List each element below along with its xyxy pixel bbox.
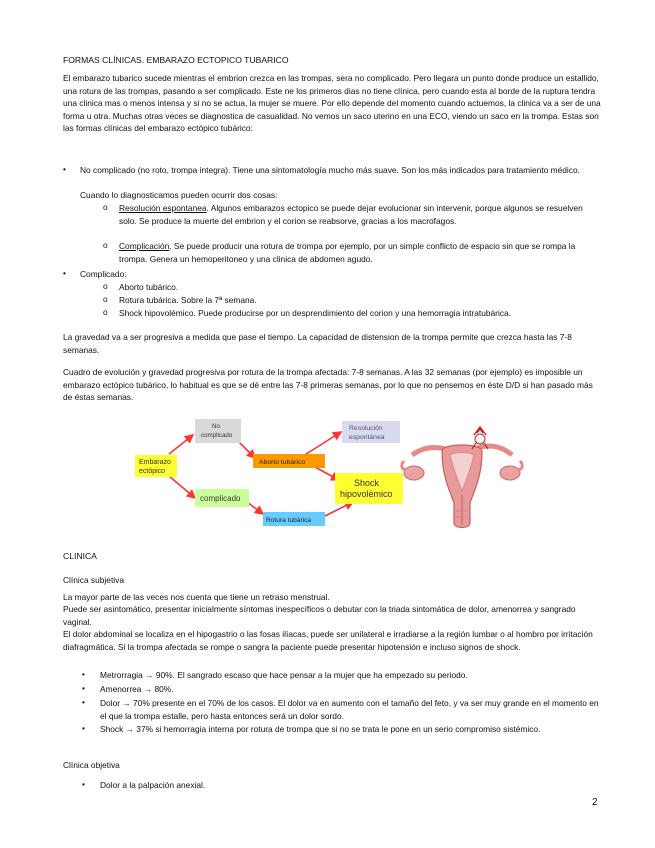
evolution-paragraph: Cuadro de evolución y gravedad progresiva por rotura de la trompa afectada: 7-8 semanas. A las 32 semanas (por ejemplo) es imposible un embarazo ectópico tubárico, lo habitual es que se dé entre las 7-8 primeras semanas, por lo que no pensemos en éste D/D si han pasado más de éstas semanas. — [63, 367, 593, 403]
node-ectopic-line1: Embarazo — [139, 459, 171, 466]
page-number: 2 — [592, 797, 598, 808]
obj-item-dolor: Dolor a la palpación anexial. — [100, 780, 206, 790]
sub-bullet-marker: o — [103, 294, 108, 304]
bullet-marker: • — [82, 779, 85, 789]
uterus-illustration — [398, 425, 526, 535]
subj-item-amenorrea: Amenorrea → 80%. — [100, 684, 174, 694]
section-heading-forms: FORMAS CLÍNICAS. EMBARAZO ECTOPICO TUBARICO — [63, 55, 289, 65]
subj-line-2: Puede ser asintomático, presentar inicialmente síntomas inespecíficos o debutar con la triada sintomática de dolor, amenorrea y sangrado vaginal. — [63, 604, 576, 627]
node-complicado — [195, 489, 249, 507]
resolucion-text: . Algunos embarazos ectopico se puede dejar evolucionar sin intervenir, porque algunos se resuelven solo. Se produce la muerte del embrion y el corion se reabsorve, gracias a los macrofagos. — [119, 203, 583, 226]
node-ectopic — [135, 455, 177, 477]
subj-item-shock: Shock → 37% si hemorragia interna por rotura de trompa que si no se trata le pone en un serio compromiso sistémico. — [100, 724, 541, 734]
no-complicado-when: Cuando lo diagnosticamos pueden ocurrir dos cosas: — [80, 190, 278, 200]
node-resolucion — [342, 421, 400, 443]
node-aborto — [253, 454, 325, 468]
complicacion-item — [119, 240, 599, 265]
node-rotura — [263, 512, 325, 526]
bullet-marker: • — [82, 723, 85, 733]
complicado-label: Complicado: — [80, 269, 127, 279]
subj-line-3: El dolor abdominal se localiza en el hipogastrio o las fosas ilíacas, puede ser unilateral e irradiarse a la región lumbar o al hombro por irritación diafragmática. Si la trompa afectada se rompe o sangra la paciente puede presentar hipotensión e incluso signos de shock. — [63, 629, 593, 652]
node-shock-line1: Shock — [354, 478, 380, 488]
bullet-marker: • — [82, 697, 85, 707]
arrow-complicado-to-rotura — [247, 502, 263, 514]
resolucion-label: Resolución espontanea — [119, 203, 207, 213]
node-aborto-label: Aborto tubárico — [259, 459, 306, 466]
bullet-marker: • — [63, 164, 66, 174]
sub-bullet-marker: o — [103, 281, 108, 291]
node-shock-line2: hipovolémico — [340, 489, 393, 499]
node-rotura-label: Rotura tubárica — [266, 517, 312, 524]
sub-bullet-marker: o — [103, 202, 108, 212]
arrow-ectopic-to-complicado — [169, 476, 195, 498]
bullet-marker: • — [82, 669, 85, 679]
node-no-complicado-line1: No — [212, 423, 220, 430]
bullet-marker: • — [82, 683, 85, 693]
section-heading-objetiva: Clínica objetiva — [63, 760, 120, 770]
subj-line-1: La mayor parte de las veces nos cuenta que tiene un retraso menstrual. — [63, 592, 330, 602]
sub-bullet-marker: o — [103, 240, 108, 250]
complicado-item-shock: Shock hipovolémico. Puede producirse por un desprendimiento del corion y una hemorragia intratubárica. — [119, 308, 511, 318]
gravity-paragraph: La gravedad va a ser progresiva a medida que pase el tiempo. La capacidad de distension de la trompa permite que crezca hasta las 7-8 semanas. — [63, 332, 572, 355]
resolucion-item — [119, 202, 599, 227]
node-no-complicado — [195, 419, 241, 443]
subj-item-metrorragia: Metrorragia → 90%. El sangrado escaso que hace pensar a la mujer que ha empezado su periodo. — [100, 670, 468, 680]
arrow-ectopic-to-nocomplicado — [169, 435, 193, 454]
node-resolucion-line2: espontánea — [349, 434, 385, 441]
subj-item-dolor: Dolor → 70% presente en el 70% de los casos. El dolor va en aumento con el tamaño del feto, y va ser muy grande en el momento en el que la trompa estalle, pero hasta entonces será un dolor sordo. — [100, 698, 599, 721]
node-complicado-label: complicado — [200, 494, 241, 503]
evolution-flow-diagram — [125, 418, 415, 533]
complicado-item-aborto: Aborto tubárico. — [119, 282, 179, 292]
node-resolucion-line1: Resolución — [349, 425, 383, 432]
arrow-rotura-to-shock — [325, 502, 353, 516]
node-ectopic-line2: ectópico — [139, 468, 166, 475]
intro-paragraph: El embarazo tubarico sucede mientras el embrion crezca en las trompas, sera no complicado. Pero llegara un punto donde produce un estallido, una rotura de las trompas, pasando a ser complicado. Este ne los primeros dias no tiene clínica, pero cuando esta al borde de la ruptura tendra una clinica mas o menos intensa y si no se actua, la mujer se muere. Por ello depende del momento cuando actuemos, la clinica va a ser de una forma u otra. Muchas otras veces se diagnostica de casualidad. No vemos un saco uterino en una ECO, viendo un saco en la trompa. Estas son las formas clínicas del embarazo ectópico tubárico: — [63, 73, 601, 134]
sub-bullet-marker: o — [103, 307, 108, 317]
no-complicado-text: No complicado (no roto, trompa integra). Tiene una sintomatología mucho más suave. Son los más indicados para tratamiento médico. — [80, 165, 580, 175]
complicado-item-rotura: Rotura tubárica. Sobre la 7ª semana. — [119, 295, 257, 305]
complicacion-label: Complicación — [119, 241, 170, 251]
complicacion-text: . Se puede producir una rotura de trompa por ejemplo, por un simple conflicto de espacio sin que se rompa la trompa. Genera un hemoperitoneo y una clinica de abdomen agudo. — [119, 241, 576, 264]
bullet-marker: • — [63, 268, 66, 278]
section-heading-subjetiva: Clínica subjetiva — [63, 575, 124, 585]
section-heading-clinica: CLINICA — [63, 551, 97, 561]
node-no-complicado-line2: complicado — [201, 432, 233, 439]
arrow-aborto-to-resolucion — [303, 432, 341, 456]
node-shock — [335, 473, 403, 504]
